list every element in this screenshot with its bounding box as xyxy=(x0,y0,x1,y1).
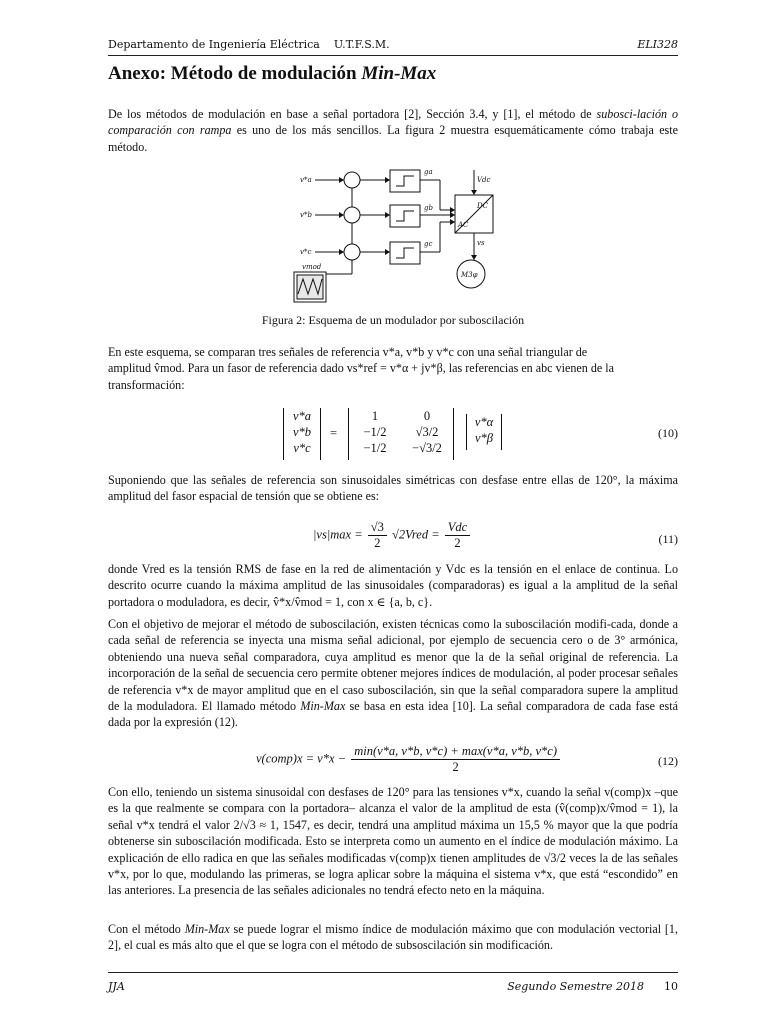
paragraph-intro xyxy=(108,106,678,155)
footer-right xyxy=(507,980,678,993)
paragraph-amplitude-gain: Con ello, teniendo un sistema sinusoidal con desfases de 120° para las tensiones v*x, cuando la señal v(comp)x –que es la que realmente se compara con la portadora– alcanza el valor de la amplitud de esta (v̂(comp)x/v̂mod = 1), la señal v*x tendrá el valor 2/√3 ≈ 1, 1547, es decir, tendrá una amplitud máxima un 15,5 % mayor que la que podría obtenerse sin suboscilación modificada. Esto se interpreta como un aumento en el índice de modulación máximo. La explicación de ello radica en que las señales modificadas v(comp)x tienen amplitudes de √3/2 veces la de las señales v*x, por lo que, modulando las primeras, se logra aplicar sobre la máquina el sistema v*x, que está “escondido” en las anteriores. La presencia de las señales adicionales no tendrá efecto neto en la máquina. xyxy=(108,785,678,898)
para5-b: se basa en esta idea [10]. La señal comparadora de cada fase está dada por la expresión (12). xyxy=(108,699,678,730)
eq11-frac1-num: √3 xyxy=(368,520,387,536)
footer-author: JJA xyxy=(108,980,125,993)
paragraph-minmax-idea xyxy=(108,616,678,731)
eq10-equals: = xyxy=(330,426,338,440)
label-motor: M3φ xyxy=(461,271,478,279)
eq10-lhs-a: v*a xyxy=(292,409,312,423)
eq11-frac2-den: 2 xyxy=(454,536,461,550)
para1-emph: subosci-lación o comparación con rampa xyxy=(108,107,678,138)
eq11-frac1 xyxy=(368,520,387,551)
header-rule xyxy=(108,55,678,56)
title-emph: Min-Max xyxy=(361,63,437,84)
eq10-lhs-c: v*c xyxy=(293,441,311,455)
eq12-den: 2 xyxy=(452,760,459,774)
header-left: Departamento de Ingeniería Eléctrica U.T.F.S.M. xyxy=(108,38,390,51)
label-dc: DC xyxy=(477,202,488,210)
comparator-c xyxy=(390,242,420,264)
comparator-b xyxy=(390,205,420,227)
eq11-frac1-den: 2 xyxy=(374,536,381,550)
para2-line3: transformación: xyxy=(108,377,185,392)
eq11-number: (11) xyxy=(658,532,678,546)
paragraph-scheme xyxy=(108,344,678,393)
eq11-frac2 xyxy=(445,520,470,551)
footer-rule xyxy=(108,972,678,973)
equation-10 xyxy=(108,408,678,464)
eq10-m10: −1/2 xyxy=(363,425,387,439)
page-number: 10 xyxy=(664,980,678,993)
sum-junction-a xyxy=(344,172,360,188)
eq10-m00: 1 xyxy=(371,409,379,423)
equation-11 xyxy=(108,518,678,558)
paragraph-vred: donde Vred es la tensión RMS de fase en la red de alimentación y Vdc es la tensión en el enlace de continua. Lo descrito ocurre cuando la máxima amplitud de las sinusoidales (comparadoras) es igual a la amplitud de la señal portadora o moduladora, es decir, v̂*x/v̂mod = 1, con x ∈ {a, b, c}. xyxy=(108,562,678,609)
eq10-lhs-b: v*b xyxy=(292,425,312,439)
label-gate-b: gb xyxy=(424,204,433,212)
eq10-m20: −1/2 xyxy=(363,441,387,455)
eq10-lhs-vector xyxy=(283,408,321,460)
equation-12 xyxy=(108,744,678,778)
label-vs: vs xyxy=(477,239,485,247)
comparator-a xyxy=(390,170,420,192)
para2-line1: En este esquema, se comparan tres señales de referencia v*a, v*b y v*c con una señal triangular de xyxy=(108,345,588,359)
modulator-diagram xyxy=(290,162,500,307)
eq10-m01: 0 xyxy=(423,409,431,423)
para7-emph: Min-Max xyxy=(184,922,230,936)
para7-b: se puede lograr el mismo índice de modulación máximo que con modulación vectorial [1, 2], el cual es más alto que el que se logra con el método de subsoscilación sin modificación. xyxy=(108,922,679,953)
eq10-number: (10) xyxy=(658,426,678,440)
eq12-num: min(v*a, v*b, v*c) + max(v*a, v*b, v*c) xyxy=(351,744,560,760)
header-course-code: ELI328 xyxy=(637,38,678,51)
section-title xyxy=(108,63,436,85)
label-input-a: v*a xyxy=(300,176,312,184)
label-gate-a: ga xyxy=(424,168,433,176)
eq10-m11: √3/2 xyxy=(415,425,439,439)
eq11-frac2-num: Vdc xyxy=(445,520,470,536)
eq11-mid: √2Vred = xyxy=(392,527,440,542)
title-prefix: Anexo: Método de modulación xyxy=(108,63,362,84)
para5-a: Con el objetivo de mejorar el método de suboscilación, existen técnicas como la suboscilación modifi-cada, donde a cada señal de referencia se inyecta una misma señal adicional, por ejemplo de secuencia cero o de 3° armónica, obteniendo una nueva señal comparadora, cuya amplitud es menor que la de la señal original de referencia. La incorporación de la señal de secuencia cero permite obtener mejores índices de modulación, al poder procesar señales de referencia v*x de mayor amplitud que en el caso suboscilación, sin que la señal comparadora supere la amplitud de la moduladora. El llamado método xyxy=(108,617,678,714)
para5-emph: Min-Max xyxy=(300,699,346,714)
eq11-lhs: |vs|max = xyxy=(313,527,363,542)
page-footer xyxy=(108,980,678,996)
para1-b: es uno de los más sencillos. La figura 2 muestra esquemáticamente cómo trabaja este método. xyxy=(108,123,678,154)
para7-a: Con el método xyxy=(108,922,185,936)
figure-caption: Figura 2: Esquema de un modulador por suboscilación xyxy=(261,313,525,327)
sum-junction-b xyxy=(344,207,360,223)
footer-semester: Segundo Semestre 2018 xyxy=(507,980,644,993)
eq10-rhs-alpha: v*α xyxy=(474,415,494,429)
paragraph-conclusion xyxy=(108,921,678,954)
eq12-lhs: v(comp)x = v*x − xyxy=(256,751,347,766)
page-header xyxy=(108,38,678,56)
label-gate-c: gc xyxy=(424,240,433,248)
para2-line2: amplitud v̂mod. Para un fasor de referencia dado vs*ref = v*α + jv*β, las referencias en abc vienen de la xyxy=(108,361,614,376)
label-input-c: v*c xyxy=(300,248,312,256)
paragraph-max-amplitude: Suponiendo que las señales de referencia son sinusoidales simétricas con desfase entre ellas de 120°, la máxima amplitud del fasor espacial de tensión que se obtiene es: xyxy=(108,473,678,504)
label-vmod: vmod xyxy=(302,263,322,271)
eq12-frac xyxy=(351,744,560,775)
eq10-rhs-beta: v*β xyxy=(474,431,494,445)
eq10-rhs-vector xyxy=(466,414,502,450)
label-vdc: Vdc xyxy=(477,176,491,184)
eq10-matrix xyxy=(348,408,454,460)
eq10-m21: −√3/2 xyxy=(412,441,442,455)
para1-a: De los métodos de modulación en base a señal portadora [2], Sección 3.4, y [1], el método de xyxy=(108,107,597,121)
eq12-number: (12) xyxy=(658,754,678,768)
label-ac: AC xyxy=(458,221,469,229)
label-input-b: v*b xyxy=(300,211,312,219)
sum-junction-c xyxy=(344,244,360,260)
